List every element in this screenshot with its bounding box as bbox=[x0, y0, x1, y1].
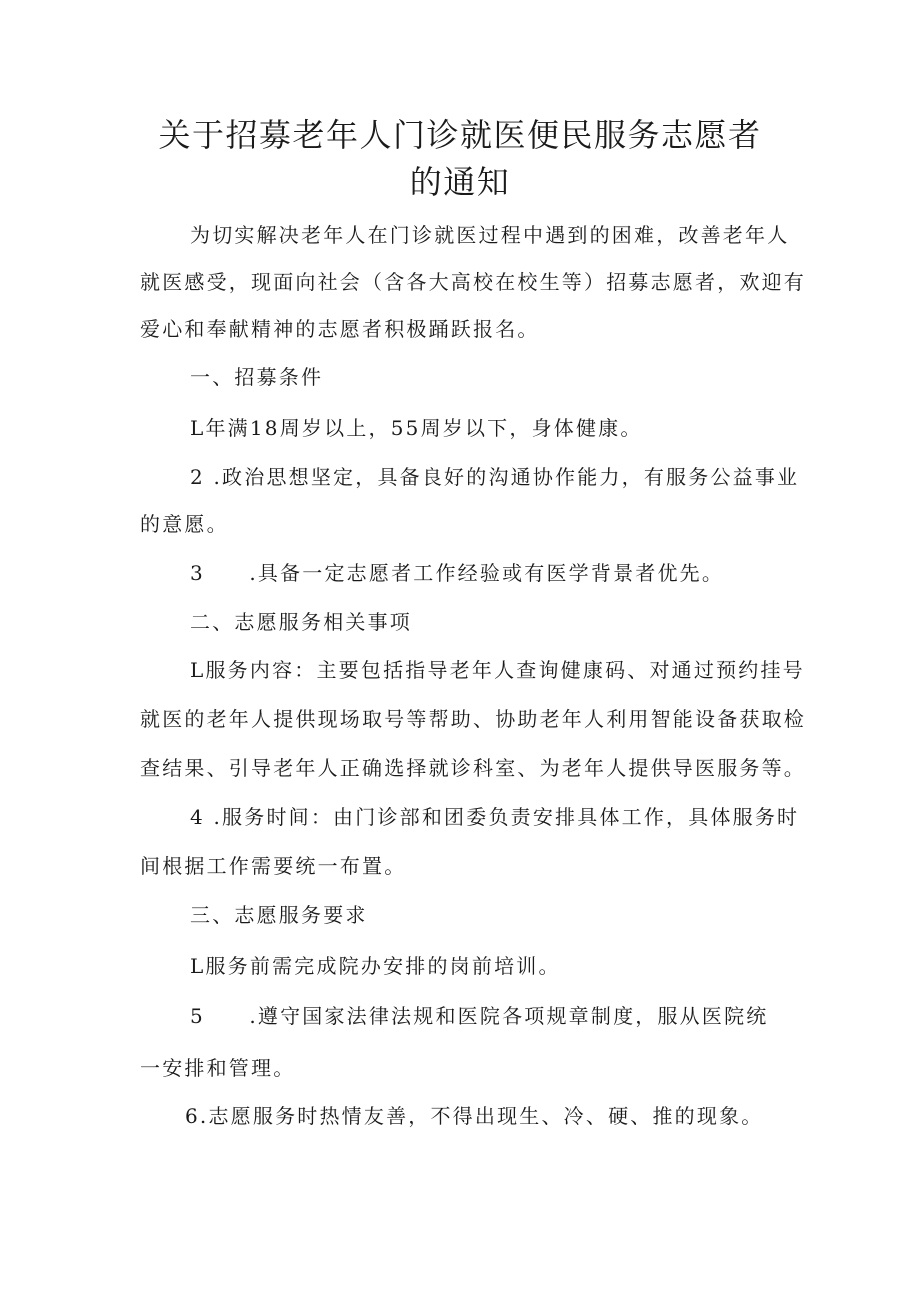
requirement-item-3: 6.志愿服务时热情友善，不得出现生、冷、硬、推的现象。 bbox=[185, 1104, 764, 1128]
section-heading-recruit-conditions: 一、招募条件 bbox=[190, 365, 324, 389]
intro-paragraph-line: 为切实解决老年人在门诊就医过程中遇到的困难，改善老年人 bbox=[190, 223, 790, 247]
condition-item-3: 3 .具备一定志愿者工作经验或有医学背景者优先。 bbox=[190, 561, 725, 585]
section-heading-service-requirements: 三、志愿服务要求 bbox=[190, 903, 368, 927]
condition-item-2-continued: 的意愿。 bbox=[140, 512, 229, 536]
requirement-item-1: L服务前需完成院办安排的岗前培训。 bbox=[190, 954, 561, 978]
service-content-item-continued: 就医的老年人提供现场取号等帮助、协助老年人利用智能设备获取检 bbox=[140, 707, 806, 731]
intro-paragraph-line: 就医感受，现面向社会（含各大高校在校生等）招募志愿者，欢迎有 bbox=[140, 270, 806, 294]
service-time-item: 4 .服务时间：由门诊部和团委负责安排具体工作，具体服务时 bbox=[190, 805, 800, 829]
condition-item-1: L年满18周岁以上，55周岁以下，身体健康。 bbox=[190, 416, 643, 440]
section-heading-service-matters: 二、志愿服务相关事项 bbox=[190, 610, 412, 634]
requirement-item-2-continued: 一安排和管理。 bbox=[140, 1056, 296, 1080]
service-time-item-continued: 间根据工作需要统一布置。 bbox=[140, 854, 407, 878]
service-content-item-continued: 查结果、引导老年人正确选择就诊科室、为老年人提供导医服务等。 bbox=[140, 756, 806, 780]
intro-paragraph-line: 爱心和奉献精神的志愿者积极踊跃报名。 bbox=[140, 317, 540, 341]
condition-item-2: 2 .政治思想坚定，具备良好的沟通协作能力，有服务公益事业 bbox=[190, 465, 800, 489]
document-title-line-2: 的通知 bbox=[409, 163, 511, 201]
service-content-item: L服务内容：主要包括指导老年人查询健康码、对通过预约挂号 bbox=[190, 658, 805, 682]
requirement-item-2: 5 .遵守国家法律法规和医院各项规章制度，服从医院统 bbox=[190, 1004, 769, 1028]
document-title-line-1: 关于招募老年人门诊就医便民服务志愿者 bbox=[158, 116, 762, 154]
